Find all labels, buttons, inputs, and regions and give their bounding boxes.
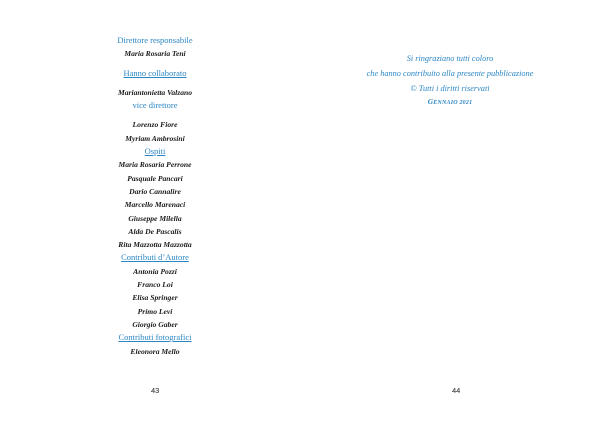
credit-person-name: Maria Rosaria Perrone: [118, 160, 192, 170]
acknowledgement-block: [300, 51, 600, 108]
page-number-right: 44: [452, 386, 461, 395]
credit-person-name: Giorgio Gaber: [132, 319, 178, 329]
credit-person-name: Franco Loi: [137, 280, 173, 290]
publication-date: [300, 96, 600, 108]
credit-person-name: Mariantonietta Valzano: [117, 87, 193, 97]
right-page: [300, 0, 600, 424]
page-number-left: 43: [151, 386, 160, 395]
credit-person-name: Maria Rosaria Teni: [124, 49, 186, 59]
credit-person-name: Pasquale Pancari: [127, 173, 183, 183]
credit-person-name: Dario Cannalire: [129, 186, 181, 196]
date-month-rest: ENNAIO: [433, 100, 458, 106]
credit-role-heading: Ospiti: [144, 146, 166, 157]
credit-role-heading: Hanno collaborato: [123, 67, 187, 78]
credit-person-name: Eleonora Mello: [130, 346, 180, 356]
credit-role-heading: vice direttore: [132, 100, 178, 111]
credit-role-heading: Contributi fotografici: [118, 332, 192, 343]
credit-role-heading: Direttore responsabile: [117, 35, 193, 45]
copyright-line: © Tutti i diritti riservati: [410, 84, 490, 93]
date-month-initial: G: [427, 97, 434, 106]
credit-person-name: Elisa Springer: [132, 293, 178, 303]
date-year: 2021: [459, 100, 473, 106]
credit-person-name: Rita Mazzotta Mazzotta: [118, 240, 192, 250]
credits-list: [105, 34, 205, 358]
credit-person-name: Myriam Ambrosini: [125, 133, 185, 143]
acknowledgement-line: che hanno contribuito alla presente pubblicazione: [366, 69, 534, 78]
credit-person-name: Marcello Marenaci: [124, 200, 186, 210]
credit-person-name: Antonia Pozzi: [133, 266, 177, 276]
credit-person-name: Giuseppe Milella: [128, 213, 182, 223]
credit-person-name: Alda De Pascalis: [128, 226, 182, 236]
credit-person-name: Primo Levi: [137, 306, 173, 316]
acknowledgement-line: Si ringraziano tutti coloro: [406, 54, 494, 63]
credit-role-heading: Contributi d’Autore: [121, 252, 189, 263]
credit-person-name: Lorenzo Fiore: [132, 120, 178, 130]
